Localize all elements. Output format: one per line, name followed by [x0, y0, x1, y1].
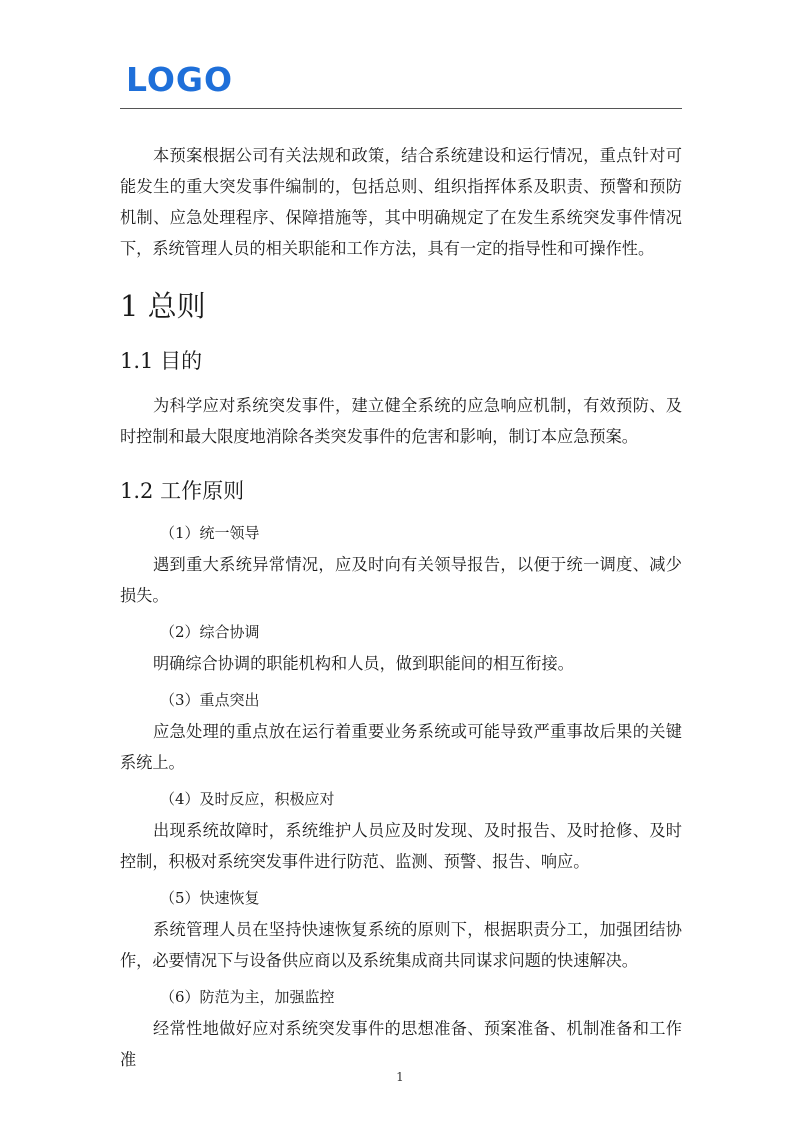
principle-title: （3）重点突出 [160, 691, 260, 709]
section-1-2-heading: 1.2 工作原则 [120, 479, 245, 503]
section-1-1-heading: 1.1 目的 [120, 349, 203, 373]
principle-title: （5）快速恢复 [160, 889, 260, 907]
section-1-heading: 1 总则 [120, 289, 206, 323]
principle-body: 应急处理的重点放在运行着重要业务系统或可能导致严重事故后果的关键系统上。 [120, 722, 682, 772]
principle-title: （1）统一领导 [160, 524, 260, 542]
logo: LOGO [126, 60, 234, 99]
section-1-1-body: 为科学应对系统突发事件，建立健全系统的应急响应机制，有效预防、及时控制和最大限度地消除各类突发事件的危害和影响，制订本应急预案。 [120, 396, 682, 446]
principle-title: （4）及时反应，积极应对 [160, 790, 335, 808]
principle-body: 遇到重大系统异常情况，应及时向有关领导报告，以便于统一调度、减少损失。 [120, 555, 682, 605]
page-header [120, 62, 682, 109]
principle-body: 系统管理人员在坚持快速恢复系统的原则下，根据职责分工，加强团结协作，必要情况下与设备供应商以及系统集成商共同谋求问题的快速解决。 [120, 920, 682, 970]
document-body [120, 140, 682, 1075]
principle-title: （2）综合协调 [160, 623, 260, 641]
principle-title: （6）防范为主，加强监控 [160, 988, 335, 1006]
page-number: 1 [396, 1070, 404, 1084]
principle-body: 明确综合协调的职能机构和人员，做到职能间的相互衔接。 [153, 654, 574, 673]
intro-paragraph: 本预案根据公司有关法规和政策，结合系统建设和运行情况，重点针对可能发生的重大突发事件编制的，包括总则、组织指挥体系及职责、预警和预防机制、应急处理程序、保障措施等，其中明确规定了在发生系统突发事件情况下，系统管理人员的相关职能和工作方法，具有一定的指导性和可操作性。 [120, 146, 682, 258]
principle-body: 出现系统故障时，系统维护人员应及时发现、及时报告、及时抢修、及时控制，积极对系统突发事件进行防范、监测、预警、报告、响应。 [120, 821, 682, 871]
principle-body: 经常性地做好应对系统突发事件的思想准备、预案准备、机制准备和工作准 [120, 1019, 682, 1069]
